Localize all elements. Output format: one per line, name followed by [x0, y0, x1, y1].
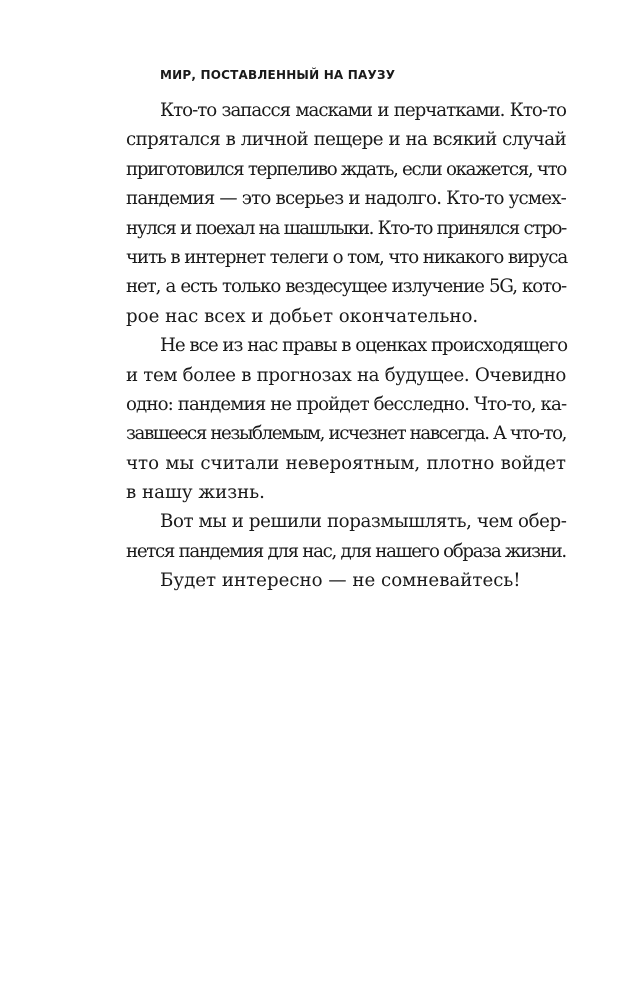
text-line: одно: пандемия не пройдет бесследно. Что-то, ка-	[126, 393, 567, 415]
text-line: чить в интернет телеги о том, что никакого вируса	[126, 246, 568, 268]
text-line: Кто-то запасся масками и перчатками. Кто-то	[160, 100, 566, 121]
text-line: Вот мы и решили поразмышлять, чем обер-	[160, 511, 567, 533]
text-line: завшееся незыблемым, исчезнет навсегда. А что-то,	[126, 423, 566, 445]
text-line: Будет интересно — не сомневайтесь!	[160, 570, 521, 592]
text-line: что мы считали невероятным, плотно войдет	[126, 452, 566, 474]
text-line: Не все из нас правы в оценках происходящего	[160, 335, 568, 357]
text-line: спрятался в личной пещере и на всякий случай	[126, 129, 566, 151]
text-line: нет, а есть только вездесущее излучение 5G, кото-	[126, 276, 566, 298]
text-line: и тем более в прогнозах на будущее. Очевидно	[126, 364, 566, 386]
paragraph-4	[126, 566, 566, 595]
paragraph-3	[126, 507, 566, 566]
paragraph-1	[126, 96, 566, 331]
text-line: нулся и поехал на шашлыки. Кто-то принялся стро-	[126, 217, 566, 239]
text-line: приготовился терпеливо ждать, если окажется, что	[126, 158, 567, 180]
text-line: рое нас всех и добьет окончательно.	[126, 305, 479, 327]
text-line: нется пандемия для нас, для нашего образа жизни.	[126, 540, 566, 562]
paragraph-2	[126, 331, 566, 507]
text-line: в нашу жизнь.	[126, 482, 265, 504]
text-line: пандемия — это всерьез и надолго. Кто-то усмех-	[126, 188, 566, 210]
running-head: МИР, ПОСТАВЛЕННЫЙ НА ПАУЗУ	[160, 68, 396, 82]
body-text	[126, 96, 566, 596]
